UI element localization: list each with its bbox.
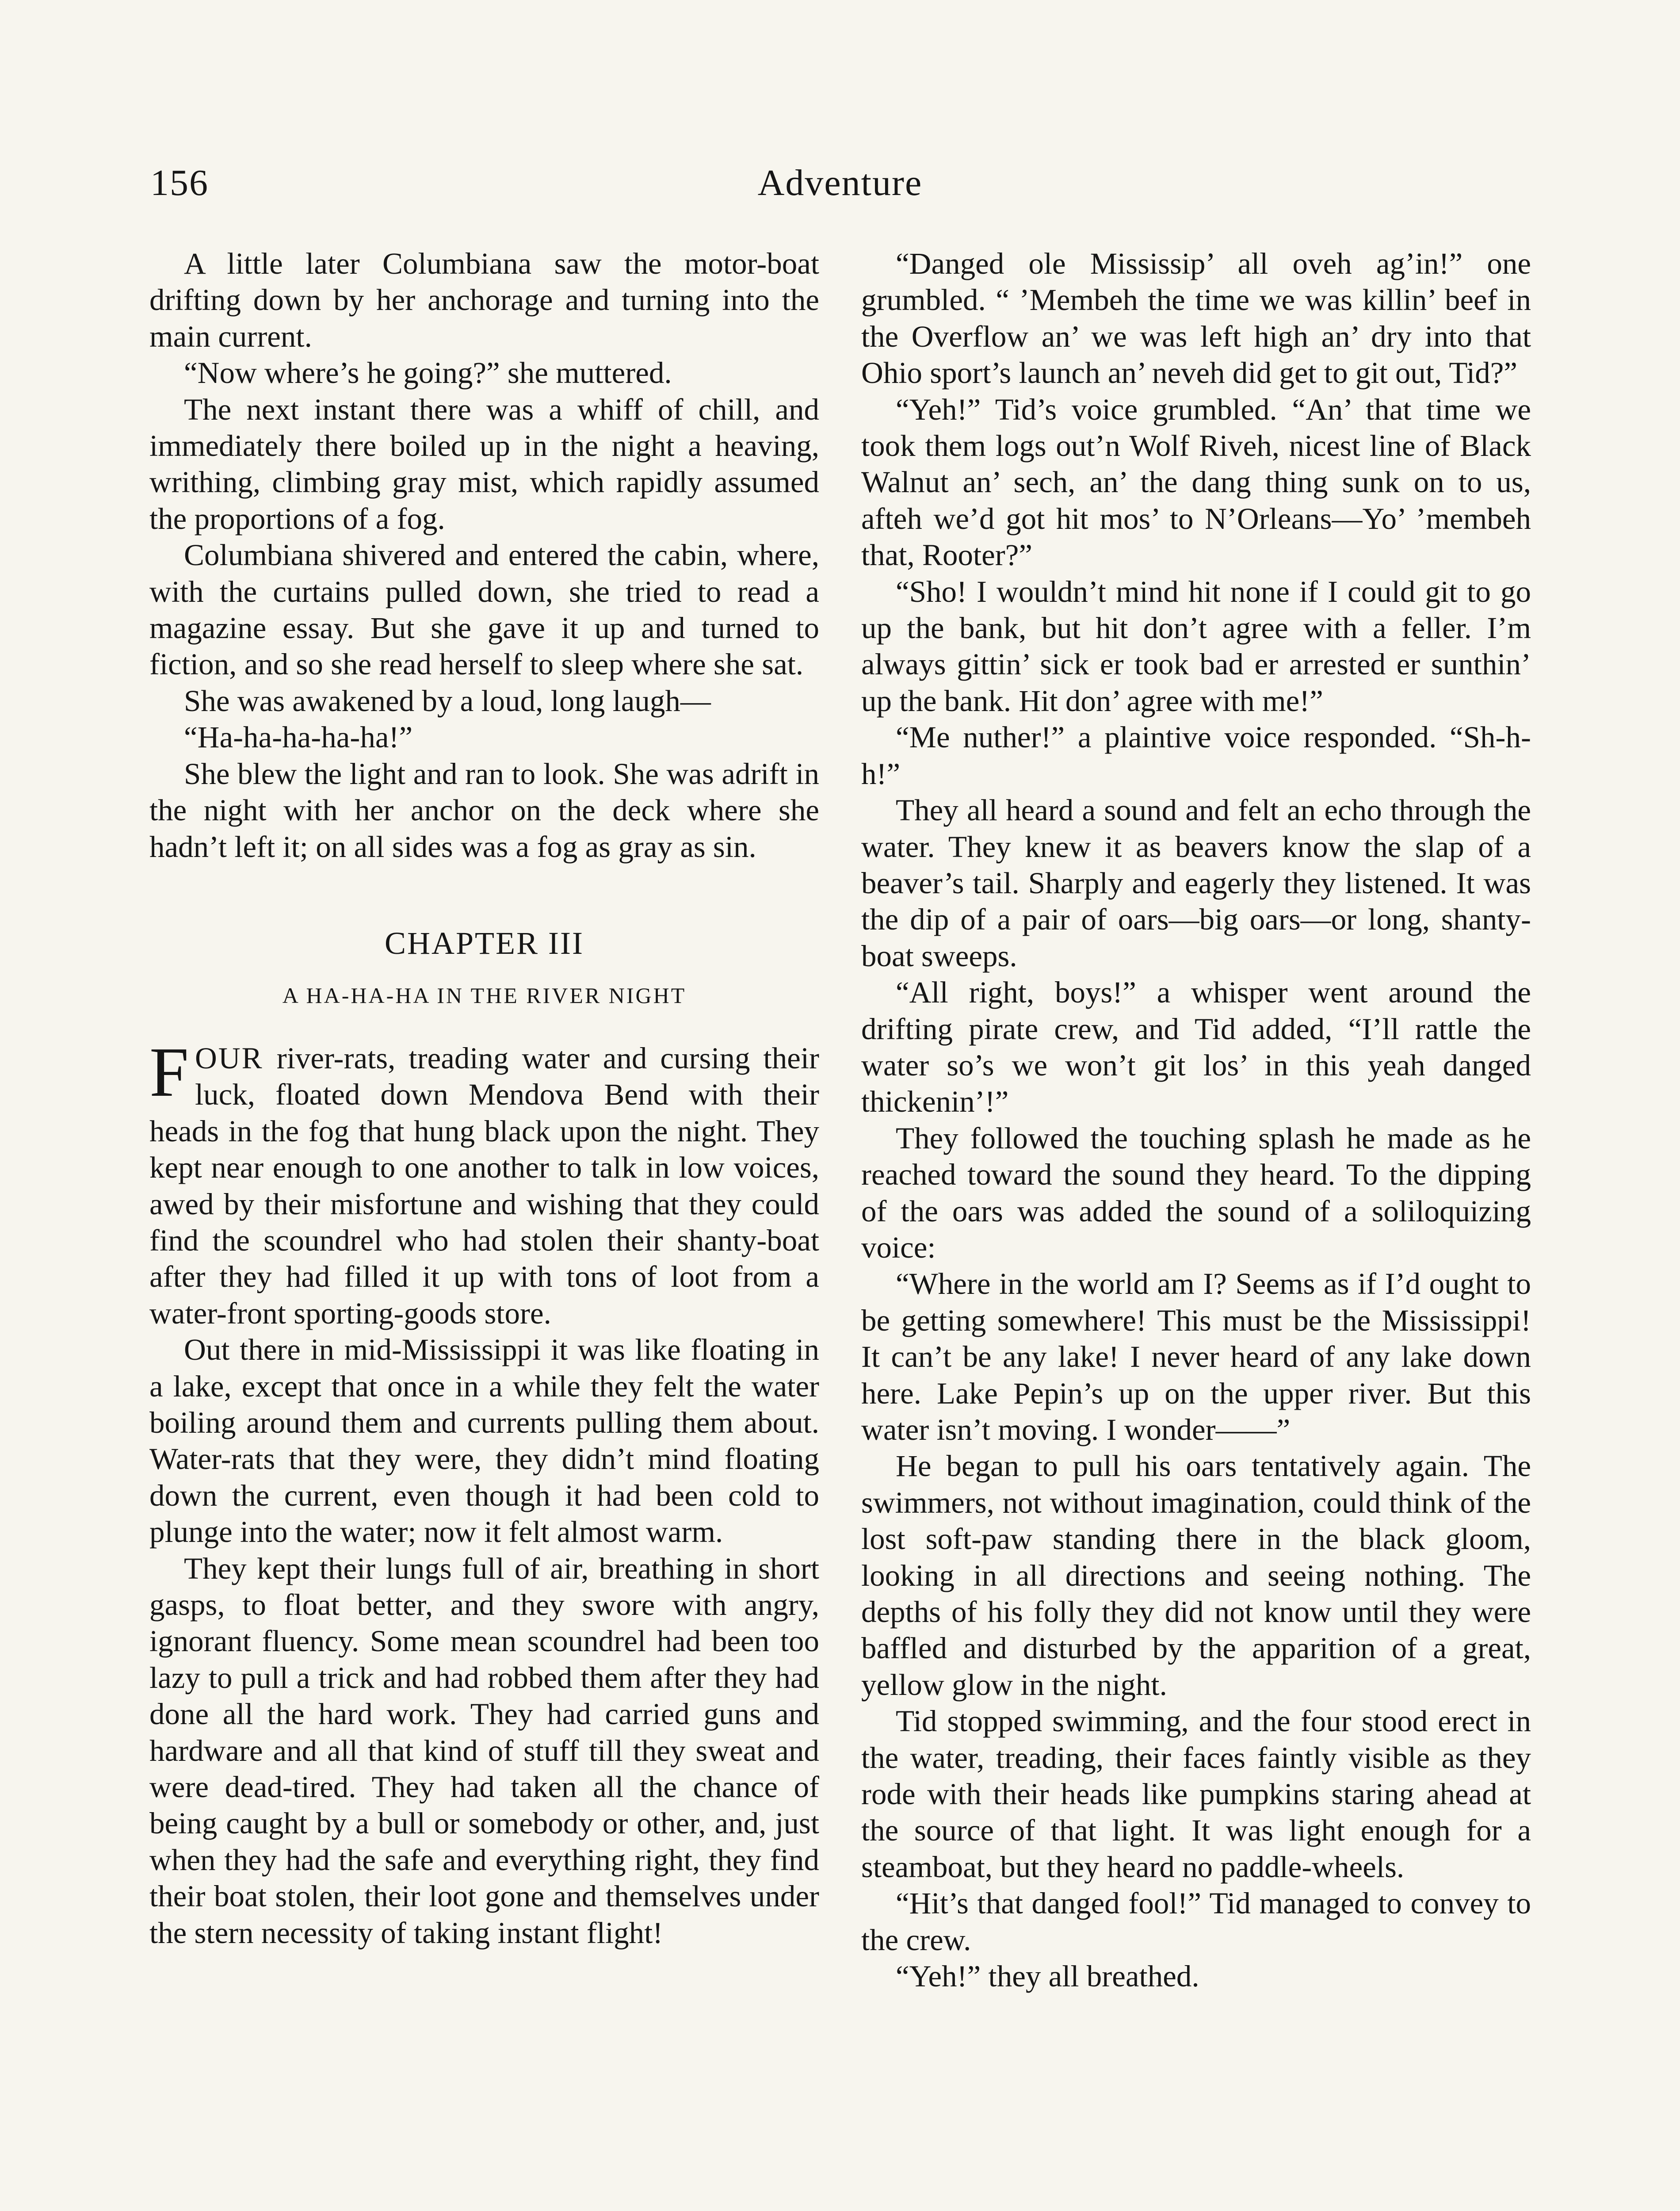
- paragraph: “Danged ole Mississip’ all oveh ag’in!” one grumbled. “ ’Membeh the time we was killin’ beef in the Overflow an’ we was left high an’ dry into that Ohio sport’s launch an’ neveh did get to git out, Tid?”: [861, 247, 1531, 390]
- paragraph: He began to pull his oars tentatively again. The swimmers, not without imagination, could think of the lost soft-paw standing there in the black gloom, looking in all directions and seeing nothing. The depths of his folly they did not know until they were baffled and disturbed by the apparition of a great, yellow glow in the night.: [861, 1449, 1531, 1702]
- paragraph: “Now where’s he going?” she muttered.: [184, 356, 672, 390]
- paragraph: “All right, boys!” a whisper went around the drifting pirate crew, and Tid added, “I’ll rattle the water so’s we won’t git los’ in this yeah danged thickenin’!”: [861, 975, 1531, 1119]
- paragraph: “Yeh!” they all breathed.: [896, 1959, 1199, 1993]
- right-column: [861, 245, 1531, 1995]
- paragraph: They followed the touching splash he made as he reached toward the sound they heard. To the dipping of the oars was added the sound of a soliloquizing voice:: [861, 1121, 1531, 1264]
- chapter-subtitle: A HA-HA-HA IN THE RIVER NIGHT: [282, 983, 687, 1008]
- paragraph: “Ha-ha-ha-ha-ha!”: [184, 720, 413, 754]
- paragraph: They all heard a sound and felt an echo through the water. They knew it as beavers know the slap of a beaver’s tail. Sharply and eagerly they listened. It was the dip of a pair of oars—big oars—or long, shanty-boat sweeps.: [861, 793, 1531, 973]
- paragraph: Tid stopped swimming, and the four stood erect in the water, treading, their faces faintly visible as they rode with their heads like pumpkins staring ahead at the source of that light. It was light enough for a steamboat, but they heard no paddle-wheels.: [861, 1704, 1531, 1884]
- paragraph: They kept their lungs full of air, breathing in short gasps, to float better, and they swore with angry, ignorant fluency. Some mean scoundrel had been too lazy to pull a trick and had robbed them after they had done all the hard work. They had carried guns and hardware and all that kind of stuff till they sweat and were dead-tired. They had taken all the chance of being caught by a bull or somebody or other, and, just when they had the safe and everything right, they find their boat stolen, their loot gone and themselves under the stern necessity of taking instant flight!: [149, 1551, 819, 1950]
- paragraph: Columbiana shivered and entered the cabin, where, with the curtains pulled down, she tried to read a magazine essay. But she gave it up and turned to fiction, and so she read herself to sleep where she sat.: [149, 538, 819, 681]
- chapter-title: CHAPTER III: [385, 925, 584, 961]
- paragraph: “Yeh!” Tid’s voice grumbled. “An’ that time we took them logs out’n Wolf Riveh, nicest line of Black Walnut an’ sech, an’ the dang thing sunk on to us, afteh we’d got hit mos’ to N’Orleans—Yo’ ’membeh that, Rooter?”: [861, 392, 1531, 572]
- left-column: [149, 245, 819, 1951]
- paragraph: “Sho! I wouldn’t mind hit none if I could git to go up the bank, but hit don’t agree with a feller. I’m always gittin’ sick er took bad er arrested er sunthin’ up the bank. Hit don’ agree with me!”: [861, 574, 1531, 718]
- opening-text: river-rats, treading water and cursing their luck, floated down Mendova Bend with their heads in the fog that hung black upon the night. They kept near enough to one another to talk in low voices, awed by their misfortune and wishing that they could find the scoundrel who had stolen their shanty-boat after they had filled it up with tons of loot from a water-front sporting-goods store.: [149, 1041, 819, 1330]
- page-header: [150, 161, 1530, 210]
- paragraph: She was awakened by a loud, long laugh—: [184, 684, 711, 718]
- paragraph: “Hit’s that danged fool!” Tid managed to convey to the crew.: [861, 1886, 1531, 1957]
- drop-cap: F: [149, 1032, 189, 1111]
- paragraph: “Where in the world am I? Seems as if I’d ought to be getting somewhere! This must be the Mississippi! It can’t be any lake! I never heard of any lake down here. Lake Pepin’s up on the upper river. But this water isn’t moving. I wonder——”: [861, 1267, 1531, 1446]
- running-title: Adventure: [757, 162, 923, 203]
- opening-smallcaps: OUR: [195, 1041, 263, 1075]
- paragraph: The next instant there was a whiff of chill, and immediately there boiled up in the night a heaving, writhing, climbing gray mist, which rapidly assumed the proportions of a fog.: [149, 392, 819, 536]
- paragraph: Out there in mid-Mississippi it was like floating in a lake, except that once in a while they felt the water boiling around them and currents pulling them about. Water-rats that they were, they didn’t mind floating down the current, even though it had been cold to plunge into the water; now it felt almost warm.: [149, 1333, 819, 1549]
- paragraph: “Me nuther!” a plaintive voice responded. “Sh-h-h!”: [861, 720, 1531, 791]
- paragraph: A little later Columbiana saw the motor-boat drifting down by her anchorage and turning into the main current.: [149, 247, 819, 353]
- page-number: 156: [150, 162, 209, 203]
- chapter-opening-paragraph: [149, 1032, 819, 1331]
- paragraph: She blew the light and ran to look. She was adrift in the night with her anchor on the deck where she hadn’t left it; on all sides was a fog as gray as sin.: [149, 757, 819, 864]
